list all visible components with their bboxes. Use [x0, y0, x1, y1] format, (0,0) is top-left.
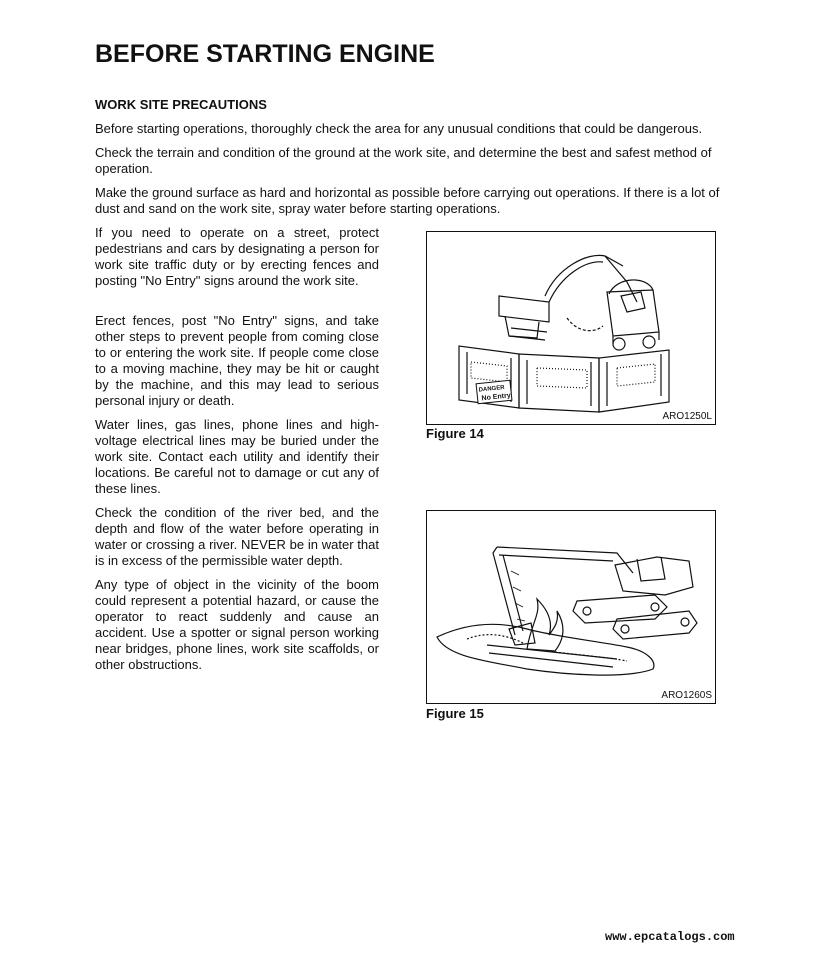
paragraph: Check the condition of the river bed, and the depth and flow of the water before operating in water or crossing a river. NEVER be in water that is in excess of the permissible water depth.	[95, 505, 379, 568]
figure-caption: Figure 15	[426, 706, 484, 721]
excavator-digging-drawing	[427, 511, 715, 703]
section-heading: WORK SITE PRECAUTIONS	[95, 97, 267, 112]
paragraph: Erect fences, post "No Entry" signs, and take other steps to prevent people from coming close to or entering the work site. If people come close to a moving machine, they may be hit or caught by the machine, and this may lead to serious personal injury or death.	[95, 313, 379, 408]
paragraph: Water lines, gas lines, phone lines and high-voltage electrical lines may be buried under the work site. Contact each utility and identify their locations. Be careful not to damage or cut any of these lines.	[95, 417, 379, 496]
paragraph: Make the ground surface as hard and horizontal as possible before carrying out operations. If there is a lot of dust and sand on the work site, spray water before starting operations.	[95, 185, 720, 216]
paragraph: If you need to operate on a street, protect pedestrians and cars by designating a person for work site traffic duty or by erecting fences and posting "No Entry" signs around the work site.	[95, 225, 379, 288]
no-entry-sign	[476, 380, 512, 403]
sign-bottom-text: No Entry	[481, 392, 512, 403]
excavator-fence-drawing	[427, 232, 715, 424]
figure-caption: Figure 14	[426, 426, 484, 441]
sign-top-text: DANGER	[478, 384, 505, 394]
figure-14-illustration	[426, 231, 716, 425]
footer-url: www.epcatalogs.com	[605, 930, 735, 944]
page-title: BEFORE STARTING ENGINE	[95, 40, 435, 68]
figure-code: ARO1250L	[662, 411, 712, 422]
paragraph: Check the terrain and condition of the ground at the work site, and determine the best and safest method of operation.	[95, 145, 712, 176]
figure-code: ARO1260S	[661, 690, 712, 701]
paragraph: Before starting operations, thoroughly check the area for any unusual conditions that could be dangerous.	[95, 121, 703, 136]
paragraph: Any type of object in the vicinity of the boom could represent a potential hazard, or cause the operator to react suddenly and cause an accident. Use a spotter or signal person working near bridges, phone lines, work site scaffolds, or other obstructions.	[95, 577, 379, 672]
figure-15-illustration	[426, 510, 716, 704]
